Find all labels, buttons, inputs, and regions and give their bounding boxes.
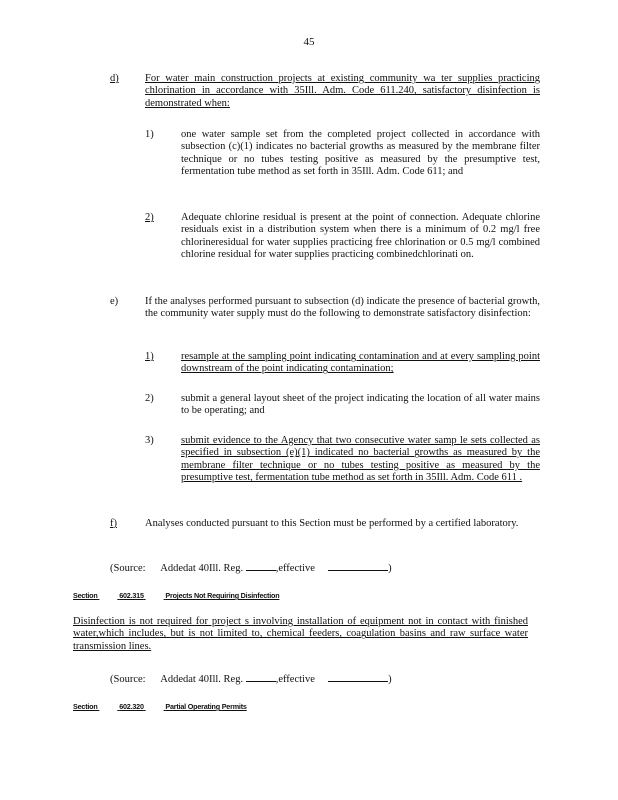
item-d-label: d) (110, 73, 119, 84)
effective-blank (328, 560, 388, 571)
source-effective: ,effective (275, 563, 315, 574)
section-label: Section (73, 702, 98, 711)
source-added: Addedat 40Ill. Reg. (160, 563, 244, 574)
source-added: Addedat 40Ill. Reg. (160, 674, 244, 685)
effective-blank (328, 671, 388, 682)
item-f-label: f) (110, 518, 117, 529)
section-315-paragraph: Disinfection is not required for project s involving installation of equipment not in contact with finished water,which includes, but is not limited to, chemical feeders, coagulation basins and raw surface water transmission lines. (73, 616, 528, 652)
item-e-label: e) (110, 296, 119, 307)
item-e2-text: submit a general layout sheet of the project indicating the location of all water mains to be operating; and (181, 393, 540, 417)
source-note-2 (110, 671, 392, 685)
source-open: (Source: (110, 674, 146, 685)
item-d2-text: Adequate chlorine residual is present at the point of connection. Adequate chlorine residuals exist in a distribution system when there is a minimum of 0.2 mg/l free chlorineresidual for water supplies practicing free chlorination or 0.5 mg/l combined chlorine residual for water supplies practicing combinedchlorinati on. (181, 212, 540, 261)
reg-blank (246, 671, 276, 682)
source-close: ) (388, 563, 392, 574)
section-title: Projects Not Requiring Disinfection (165, 591, 280, 600)
item-d1-text: one water sample set from the completed project collected in accordance with subsection (c)(1) indicates no bacterial growths as measured by the membrane filter technique or no tubes testing positive as measured by the presumptive test, fermentation tube method as set forth in 35Ill. Adm. Code 611; and (181, 129, 540, 178)
item-e1-text: resample at the sampling point indicating contamination and at every sampling point downstream of the point indicating contamination; (181, 351, 540, 375)
section-heading-320 (73, 702, 247, 711)
section-number: 602.320 (119, 702, 144, 711)
source-note-1 (110, 560, 392, 574)
reg-blank (246, 560, 276, 571)
source-close: ) (388, 674, 392, 685)
item-d-text: For water main construction projects at existing community wa ter supplies practicing chlorination in accordance with 35Ill. Adm. Code 611.240, satisfactory disinfection is demonstrated when: (145, 73, 540, 109)
section-heading-315 (73, 591, 279, 600)
item-d2-label: 2) (145, 212, 154, 223)
source-open: (Source: (110, 563, 146, 574)
item-d1-label: 1) (145, 129, 154, 140)
page-number: 45 (303, 36, 315, 48)
item-f-text: Analyses conducted pursuant to this Section must be performed by a certified laboratory. (145, 518, 519, 529)
item-e3-label: 3) (145, 435, 154, 446)
source-effective: ,effective (275, 674, 315, 685)
item-e3-text: submit evidence to the Agency that two consecutive water samp le sets collected as specified in subsection (e)(1) indicated no bacterial growths as measured by the membrane filter technique or no tubes testing positive as measured by the presumptive test, fermentation tube method as set forth in 35Ill. Adm. Code 611 . (181, 435, 540, 484)
item-e1-label: 1) (145, 351, 154, 362)
section-number: 602.315 (119, 591, 144, 600)
section-title: Partial Operating Permits (165, 702, 247, 711)
item-e-text: If the analyses performed pursuant to subsection (d) indicate the presence of bacterial growth, the community water supply must do the following to demonstrate satisfactory disinfection: (145, 296, 540, 320)
section-label: Section (73, 591, 98, 600)
item-e2-label: 2) (145, 393, 154, 404)
